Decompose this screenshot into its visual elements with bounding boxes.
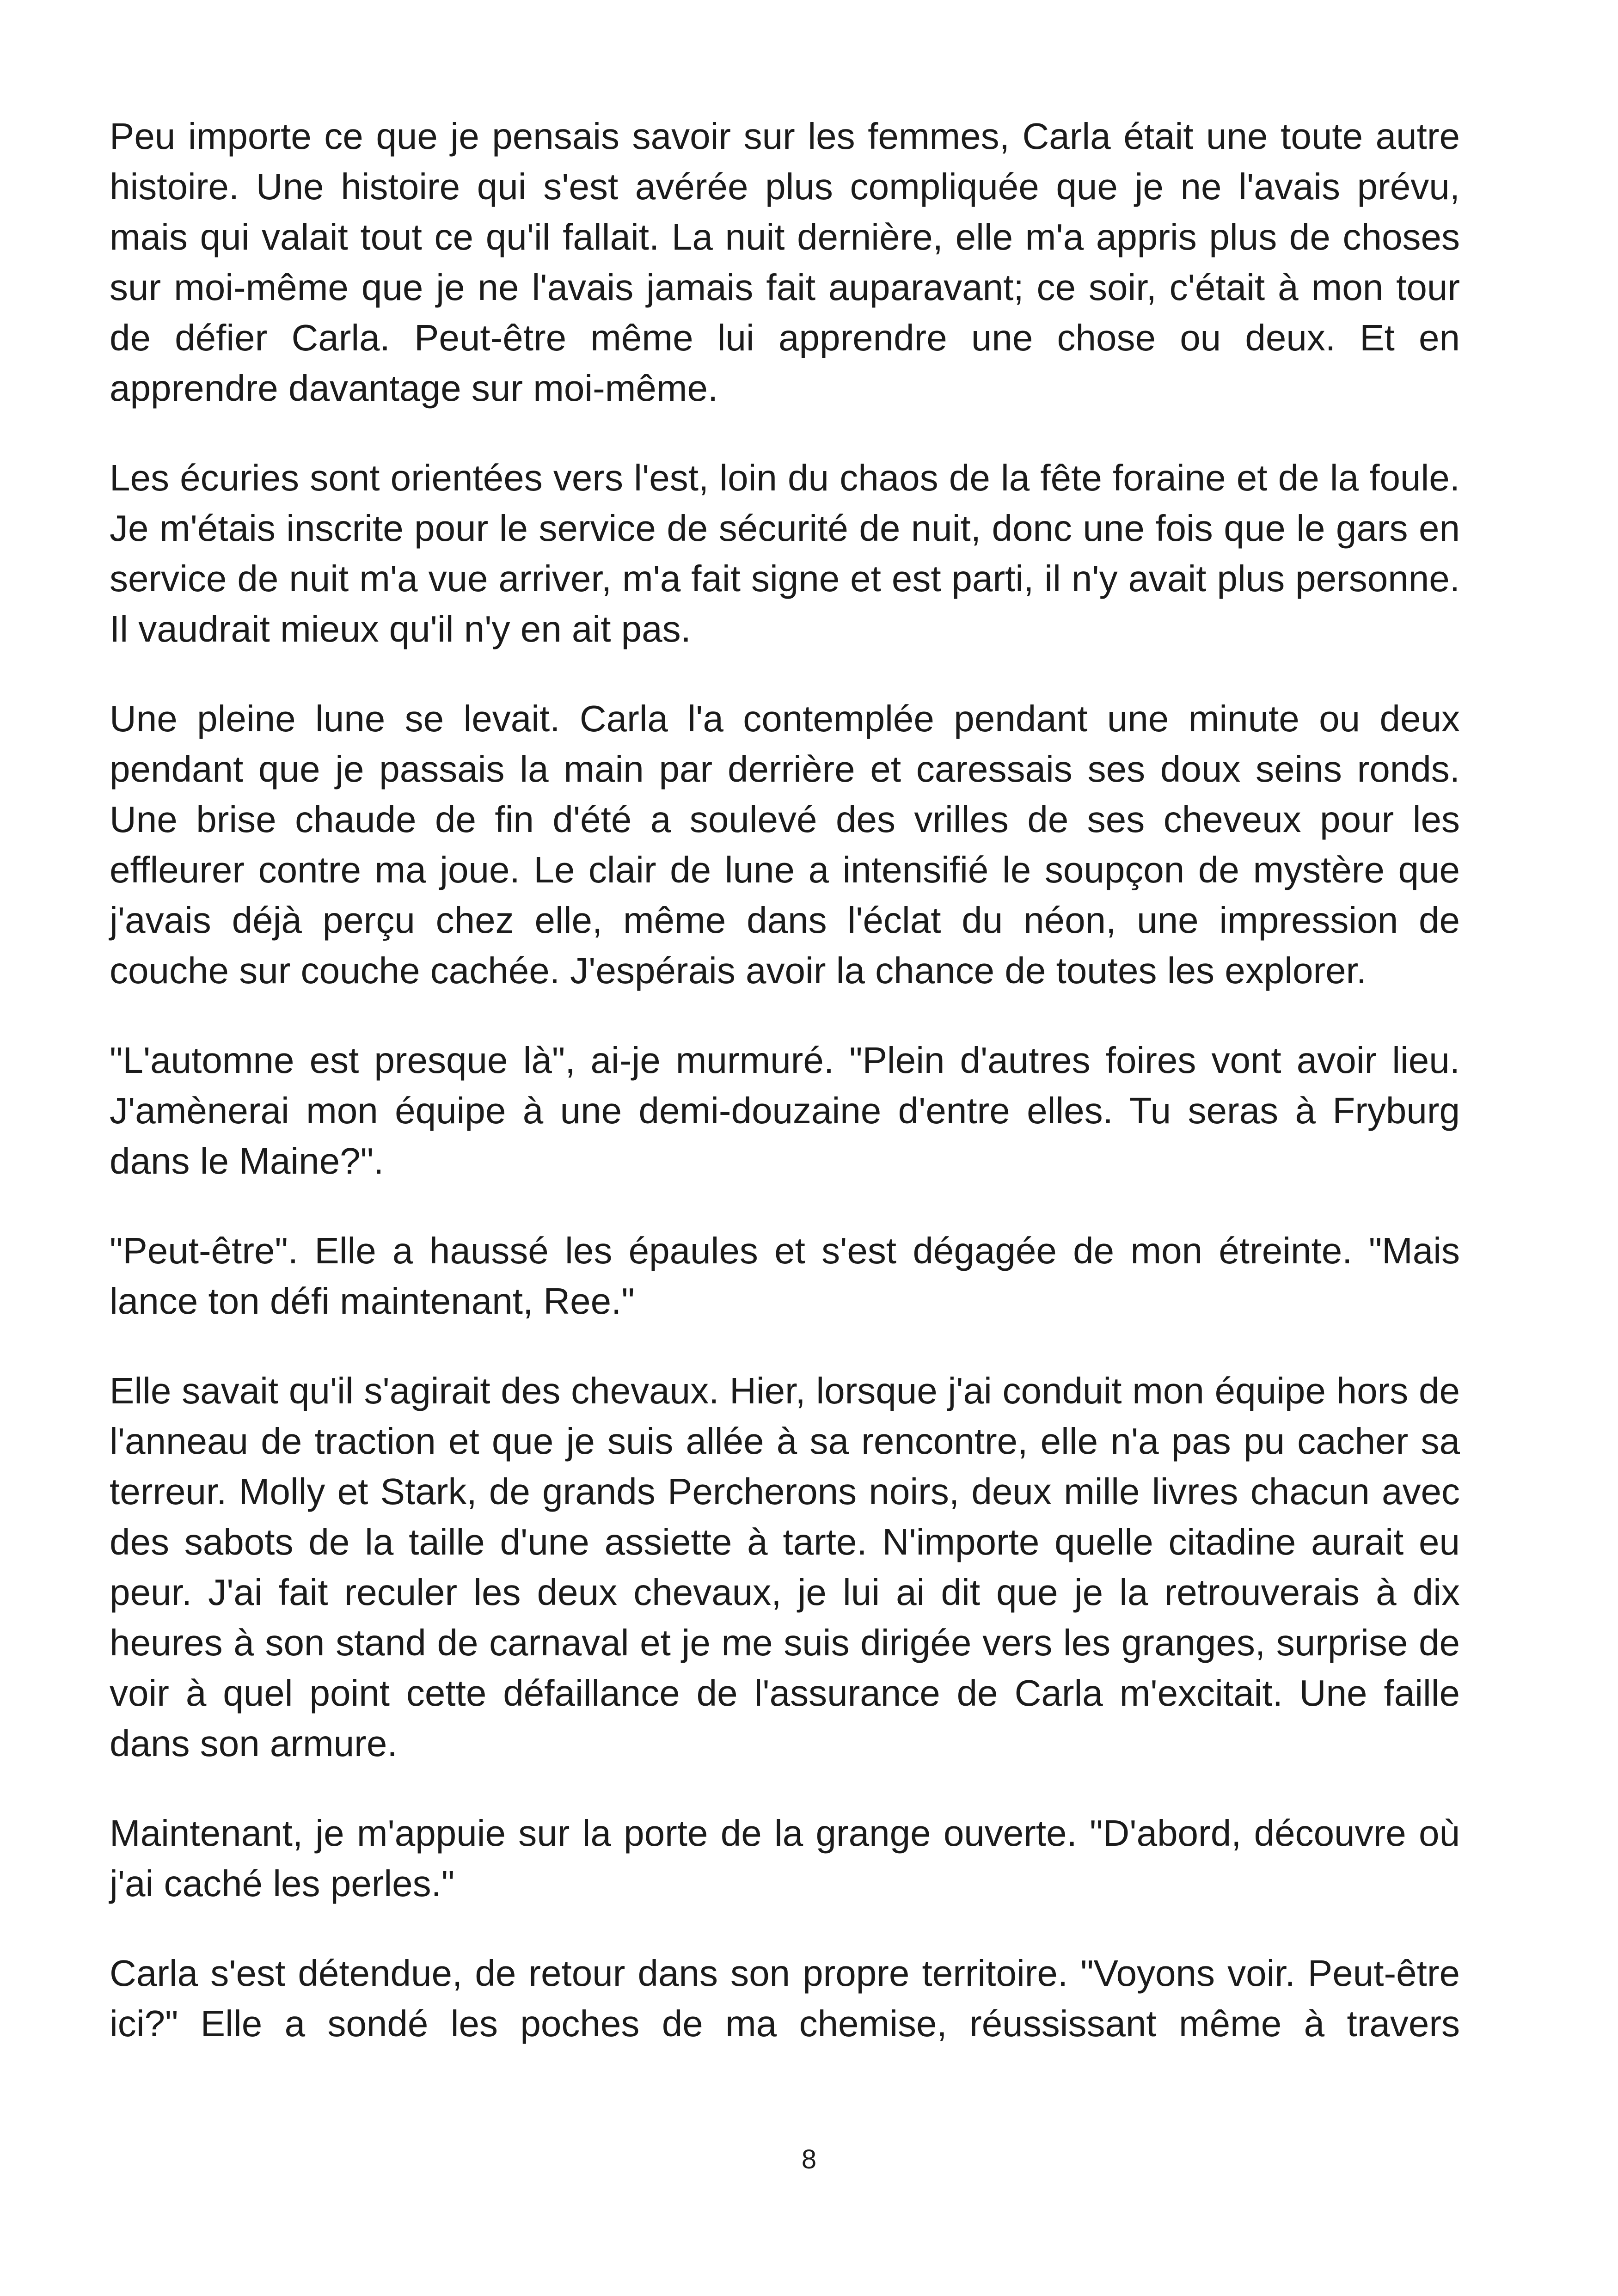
paragraph: Maintenant, je m'appuie sur la porte de la grange ouverte. "D'abord, découvre où j'ai caché les perles." [110, 1812, 1460, 1904]
paragraph: "Peut-être". Elle a haussé les épaules et s'est dégagée de mon étreinte. "Mais lance ton défi maintenant, Ree." [110, 1230, 1460, 1322]
paragraph: Elle savait qu'il s'agirait des chevaux. Hier, lorsque j'ai conduit mon équipe hors de l'anneau de traction et que je suis allée à sa rencontre, elle n'a pas pu cacher sa terreur. Molly et Stark, de grands Percherons noirs, deux mille livres chacun avec des sabots de la taille d'une assiette à tarte. N'importe quelle citadine aurait eu peur. J'ai fait reculer les deux chevaux, je lui ai dit que je la retrouverais à dix heures à son stand de carnaval et je me suis dirigée vers les granges, surprise de voir à quel point cette défaillance de l'assurance de Carla m'excitait. Une faille dans son armure. [110, 1370, 1460, 1764]
document-body [110, 111, 1460, 2049]
paragraph: Peu importe ce que je pensais savoir sur les femmes, Carla était une toute autre histoire. Une histoire qui s'est avérée plus compliquée que je ne l'avais prévu, mais qui valait tout ce qu'il fallait. La nuit dernière, elle m'a appris plus de choses sur moi-même que je ne l'avais jamais fait auparavant; ce soir, c'était à mon tour de défier Carla. Peut-être même lui apprendre une chose ou deux. Et en apprendre davantage sur moi-même. [110, 116, 1460, 409]
paragraph: Une pleine lune se levait. Carla l'a contemplée pendant une minute ou deux pendant que je passais la main par derrière et caressais ses doux seins ronds. Une brise chaude de fin d'été a soulevé des vrilles de ses cheveux pour les effleurer contre ma joue. Le clair de lune a intensifié le soupçon de mystère que j'avais déjà perçu chez elle, même dans l'éclat du néon, une impression de couche sur couche cachée. J'espérais avoir la chance de toutes les explorer. [110, 698, 1460, 991]
paragraph: Les écuries sont orientées vers l'est, loin du chaos de la fête foraine et de la foule. Je m'étais inscrite pour le service de sécurité de nuit, donc une fois que le gars en service de nuit m'a vue arriver, m'a fait signe et est parti, il n'y avait plus personne. Il vaudrait mieux qu'il n'y en ait pas. [110, 457, 1460, 649]
page-number: 8 [801, 2144, 817, 2174]
paragraph: "L'automne est presque là", ai-je murmuré. "Plein d'autres foires vont avoir lieu. J'amènerai mon équipe à une demi-douzaine d'entre elles. Tu seras à Fryburg dans le Maine?". [110, 1040, 1460, 1182]
paragraph: Carla s'est détendue, de retour dans son propre territoire. "Voyons voir. Peut-être ici?" Elle a sondé les poches de ma chemise, réussissant même à travers [110, 1953, 1460, 2044]
